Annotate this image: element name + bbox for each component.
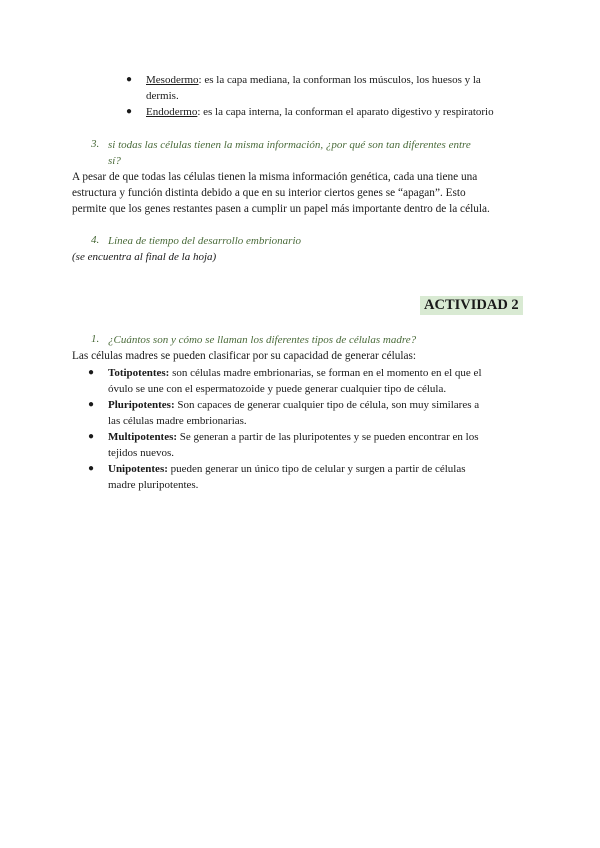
list-item-pluripotentes bbox=[88, 397, 528, 429]
question-1-text: ¿Cuántos son y cómo se llaman los diferentes tipos de células madre? bbox=[108, 334, 417, 346]
list-item-text: : es la capa interna, la conforman el aparato digestivo y respiratorio bbox=[197, 106, 494, 118]
question-4-note: (se encuentra al final de la hoja) bbox=[72, 251, 217, 263]
list-item-text-cont: óvulo se une con el espermatozoide y puede generar cualquier tipo de célula. bbox=[108, 383, 447, 395]
bullet-icon: ● bbox=[126, 74, 133, 85]
term-multipotentes: Multipotentes: bbox=[108, 431, 178, 443]
question-3-line1: si todas las células tienen la misma información, ¿por qué son tan diferentes entre bbox=[108, 139, 471, 151]
list-item-text-cont: las células madre embrionarias. bbox=[108, 415, 247, 427]
bullet-icon: ● bbox=[88, 367, 95, 378]
list-item-text-cont: dermis. bbox=[146, 90, 179, 102]
list-item-text-cont: tejidos nuevos. bbox=[108, 447, 174, 459]
activity-2-heading: ACTIVIDAD 2 bbox=[420, 296, 523, 315]
term-totipotentes: Totipotentes: bbox=[108, 367, 170, 379]
list-item-text: son células madre embrionarias, se forman en el momento en el que el bbox=[169, 367, 482, 379]
question-3-line2: sí? bbox=[108, 155, 121, 167]
answer-3-line1: A pesar de que todas las células tienen la misma información genética, cada una tiene una bbox=[72, 171, 478, 183]
list-item-text: Se generan a partir de las pluripotentes y se pueden encontrar en los bbox=[177, 431, 479, 443]
list-item-text: Son capaces de generar cualquier tipo de célula, son muy similares a bbox=[174, 399, 480, 411]
intro-text: Las células madres se pueden clasificar por su capacidad de generar células: bbox=[72, 350, 417, 362]
bullet-icon: ● bbox=[126, 106, 133, 117]
term-unipotentes: Unipotentes: bbox=[108, 463, 168, 475]
bullet-icon: ● bbox=[88, 399, 95, 410]
list-item-text: : es la capa mediana, la conforman los músculos, los huesos y la bbox=[198, 74, 481, 86]
list-item-endodermo bbox=[126, 104, 546, 120]
bullet-icon: ● bbox=[88, 463, 95, 474]
list-item-totipotentes bbox=[88, 365, 528, 397]
list-item-text-cont: madre pluripotentes. bbox=[108, 479, 199, 491]
list-item-text: pueden generar un único tipo de celular y surgen a partir de células bbox=[167, 463, 466, 475]
list-item-mesodermo bbox=[126, 72, 536, 104]
question-4-number: 4. bbox=[91, 234, 100, 246]
question-1-number: 1. bbox=[91, 333, 100, 345]
term-mesodermo: Mesodermo bbox=[146, 74, 199, 86]
term-pluripotentes: Pluripotentes: bbox=[108, 399, 175, 411]
term-endodermo: Endodermo bbox=[146, 106, 198, 118]
answer-3-line2: estructura y función distinta debido a que en su interior ciertos genes se “apagan”. Esto bbox=[72, 187, 466, 199]
question-4-text: Línea de tiempo del desarrollo embrionario bbox=[108, 235, 301, 247]
question-3-number: 3. bbox=[91, 138, 100, 150]
bullet-icon: ● bbox=[88, 431, 95, 442]
answer-3-line3: permite que los genes restantes pasen a cumplir un papel más importante dentro de la célula. bbox=[72, 203, 490, 215]
question-3-text bbox=[108, 137, 538, 169]
list-item-unipotentes bbox=[88, 461, 528, 493]
list-item-multipotentes bbox=[88, 429, 528, 461]
answer-3-paragraph bbox=[72, 169, 542, 217]
